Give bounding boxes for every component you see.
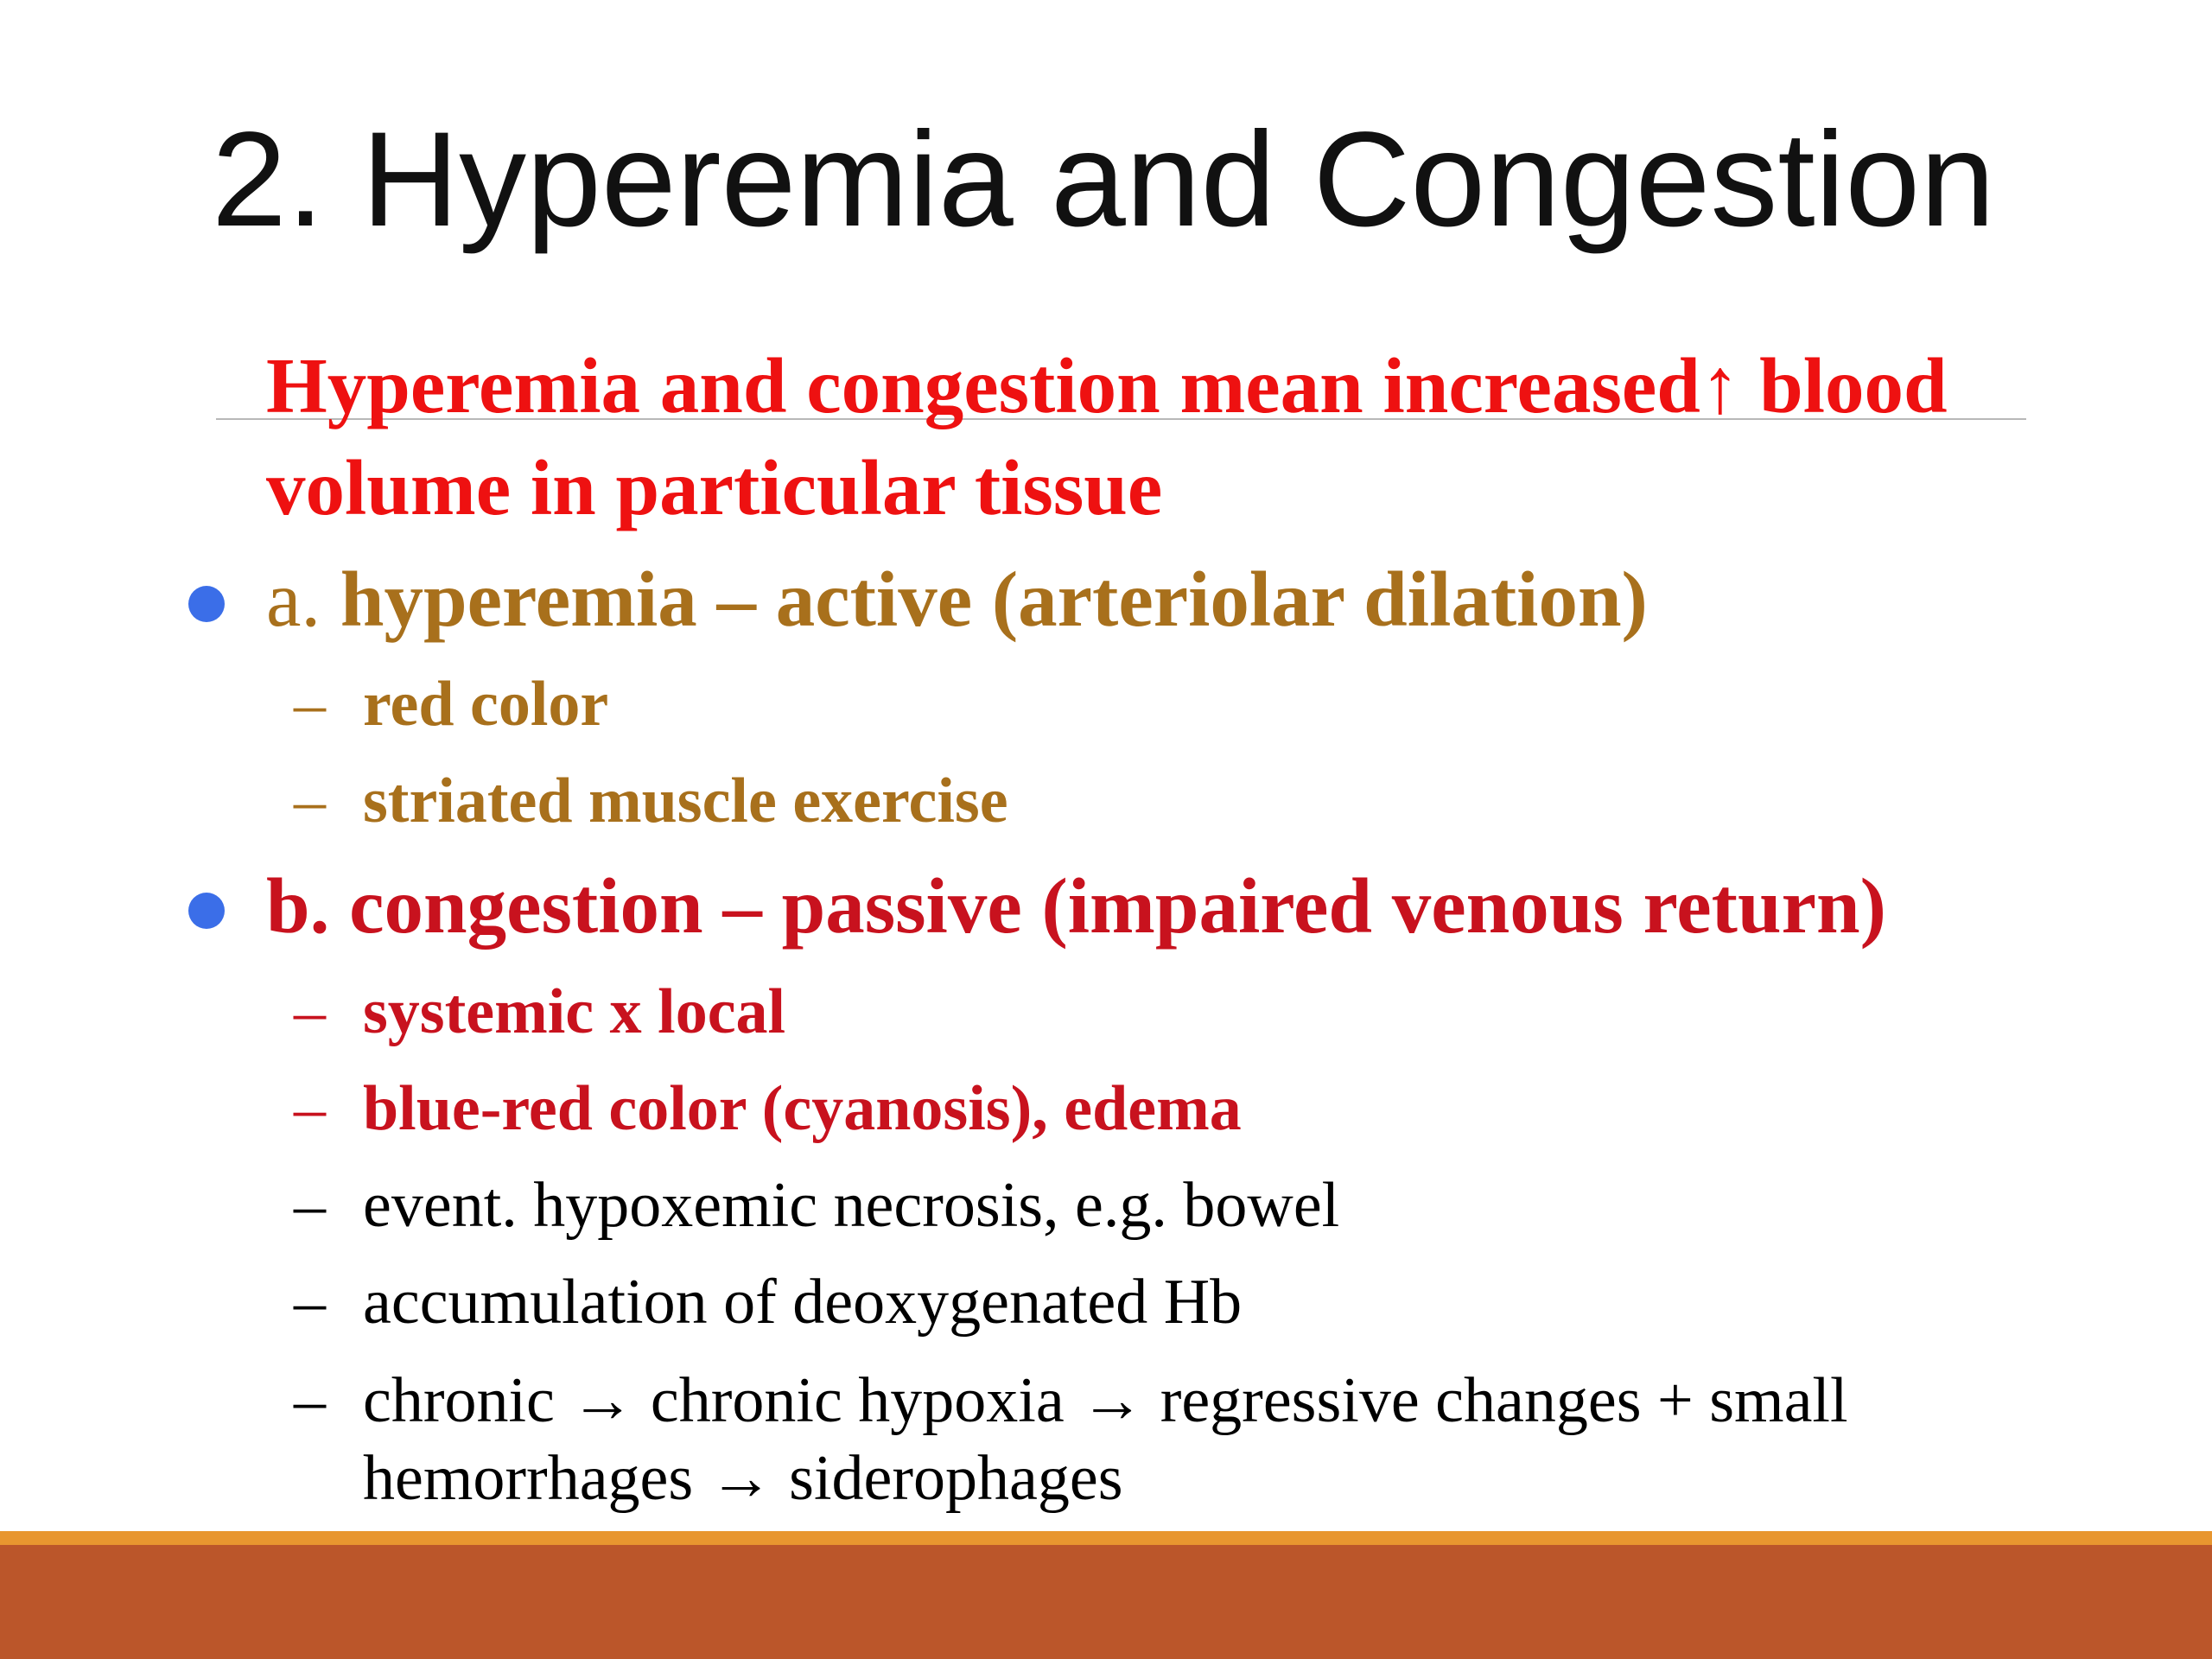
list-item-text: striated muscle exercise [363, 766, 1008, 836]
list-item [294, 1170, 1340, 1241]
bullet-dot-icon [188, 586, 225, 622]
list-item-text: systemic x local [363, 976, 786, 1047]
list-item-text: red color [363, 669, 609, 740]
list-item [294, 766, 1008, 836]
list-item [294, 1267, 1243, 1338]
dash-icon: – [294, 766, 326, 836]
bullet-hyperemia [266, 556, 1648, 643]
list-item [294, 1365, 1848, 1436]
intro-line-2: volume in particular tissue [266, 444, 1163, 531]
dash-icon: – [294, 669, 326, 740]
footer-bar [0, 1545, 2212, 1659]
dash-icon: – [294, 1365, 326, 1436]
footer-accent-bar [0, 1531, 2212, 1545]
list-item-continuation [363, 1443, 1123, 1514]
list-item-text: blue-red color (cyanosis), edema [363, 1073, 1242, 1144]
list-item [294, 976, 786, 1047]
dash-icon: – [294, 1073, 326, 1144]
bullet-a-text: hyperemia – active (arteriolar dilation) [340, 556, 1648, 643]
list-item-text: chronic → chronic hypoxia → regressive changes + small [363, 1365, 1848, 1436]
list-item [294, 669, 609, 740]
bullet-dot-icon [188, 893, 225, 929]
bullet-congestion [266, 862, 1886, 950]
dash-icon: – [294, 976, 326, 1047]
list-item [294, 1073, 1242, 1144]
bullet-b-text: b. congestion – passive (impaired venous return) [266, 862, 1886, 950]
slide-title: 2. Hyperemia and Congestion [212, 105, 1995, 255]
dash-icon: – [294, 1170, 326, 1241]
list-item-text: event. hypoxemic necrosis, e.g. bowel [363, 1170, 1340, 1241]
dash-icon: – [294, 1267, 326, 1338]
intro-line-1: Hyperemia and congestion mean increased↑ blood [266, 342, 1948, 429]
list-item-text: accumulation of deoxygenated Hb [363, 1267, 1243, 1338]
list-item-text: hemorrhages → siderophages [363, 1443, 1123, 1514]
intro-text [266, 335, 1948, 539]
bullet-a-prefix: a. [266, 556, 321, 643]
